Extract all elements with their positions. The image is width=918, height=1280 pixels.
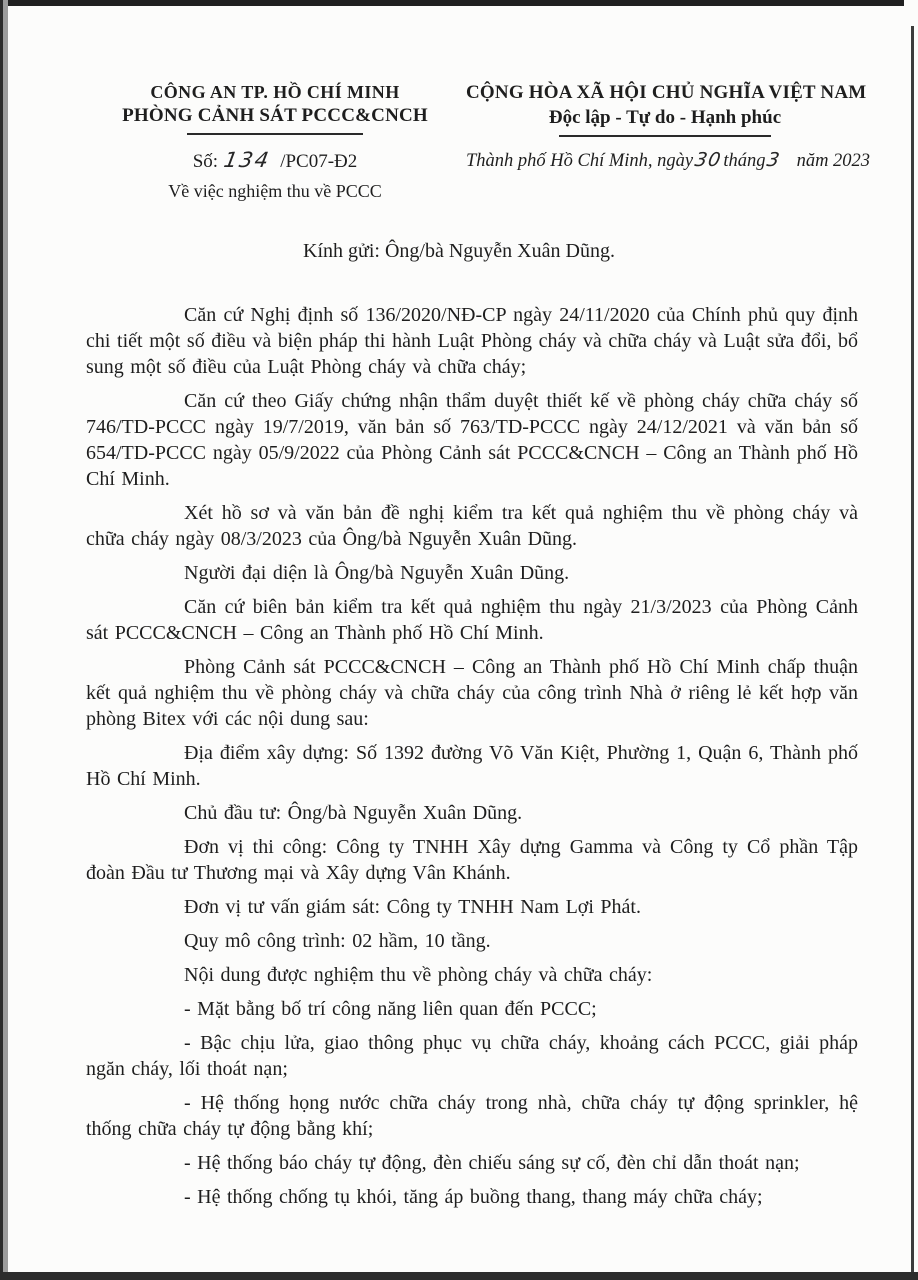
motto-underline [559, 135, 771, 137]
list-item-smoke-control: - Hệ thống chống tụ khói, tăng áp buồng thang, thang máy chữa cháy; [184, 1186, 763, 1208]
scan-edge-right [911, 26, 914, 1280]
salutation: Kính gửi: Ông/bà Nguyễn Xuân Dũng. [303, 240, 615, 262]
document-number-line [88, 150, 462, 173]
scan-edge-bottom [0, 1272, 918, 1280]
list-item-layout: - Mặt bằng bố trí công năng liên quan đến PCCC; [184, 998, 597, 1020]
list-item-hydrant-sprinkler: - Hệ thống họng nước chữa cháy trong nhà, chữa cháy tự động sprinkler, hệ thống chữa cháy tự động bằng khí; [86, 1092, 858, 1140]
agency-underline [187, 133, 363, 135]
paragraph-legal-basis-1: Căn cứ Nghị định số 136/2020/NĐ-CP ngày 24/11/2020 của Chính phủ quy định chi tiết một số điều và biện pháp thi hành Luật Phòng cháy và chữa cháy và Luật sửa đổi, bổ sung một số điều của Luật Phòng cháy và chữa cháy; [86, 304, 858, 378]
place-date-line [466, 149, 871, 172]
day-handwritten: 30 [693, 149, 724, 171]
national-motto: Độc lập - Tự do - Hạnh phúc [548, 107, 782, 128]
agency-name: PHÒNG CẢNH SÁT PCCC&CNCH [122, 105, 428, 126]
document-number-suffix: /PC07-Đ2 [280, 151, 358, 172]
document-number-handwritten: 134 [222, 148, 273, 172]
place-date-prefix: Thành phố Hồ Chí Minh, ngày [466, 151, 694, 171]
issuing-agency-block [88, 82, 462, 202]
paragraph-construction-site: Địa điểm xây dựng: Số 1392 đường Võ Văn Kiệt, Phường 1, Quận 6, Thành phố Hồ Chí Minh. [86, 742, 858, 790]
month-label: tháng [723, 151, 766, 171]
paragraph-supervision-consultant: Đơn vị tư vấn giám sát: Công ty TNHH Nam Lợi Phát. [184, 896, 641, 918]
paragraph-acceptance-contents-heading: Nội dung được nghiệm thu về phòng cháy và chữa cháy: [184, 964, 653, 986]
document-number-label: Số: [192, 151, 219, 172]
list-item-alarm-lighting: - Hệ thống báo cháy tự động, đèn chiếu sáng sự cố, đèn chỉ dẫn thoát nạn; [184, 1152, 800, 1174]
paragraph-inspection-record: Căn cứ biên bản kiểm tra kết quả nghiệm thu ngày 21/3/2023 của Phòng Cảnh sát PCCC&CNCH – Công an Thành phố Hồ Chí Minh. [86, 596, 858, 644]
list-item-fire-resistance: - Bậc chịu lửa, giao thông phục vụ chữa cháy, khoảng cách PCCC, giải pháp ngăn cháy, lối thoát nạn; [86, 1032, 858, 1080]
paragraph-legal-basis-2: Căn cứ theo Giấy chứng nhận thẩm duyệt thiết kế về phòng cháy chữa cháy số 746/TD-PCCC ngày 19/7/2019, văn bản số 763/TD-PCCC ngày 24/12/2021 và văn bản số 654/TD-PCCC ngày 05/9/2022 của Phòng Cảnh sát PCCC&CNCH – Công an Thành phố Hồ Chí Minh. [86, 390, 858, 490]
paragraph-dossier-review: Xét hồ sơ và văn bản đề nghị kiểm tra kết quả nghiệm thu về phòng cháy và chữa cháy ngày 08/3/2023 của Ông/bà Nguyễn Xuân Dũng. [86, 502, 858, 550]
national-motto-block [466, 82, 871, 172]
document-body [86, 302, 858, 1218]
paragraph-representative: Người đại diện là Ông/bà Nguyễn Xuân Dũng. [184, 562, 570, 584]
paragraph-approval: Phòng Cảnh sát PCCC&CNCH – Công an Thành phố Hồ Chí Minh chấp thuận kết quả nghiệm thu về phòng cháy và chữa cháy của công trình Nhà ở riêng lẻ kết hợp văn phòng Bitex với các nội dung sau: [86, 656, 858, 730]
paragraph-project-scale: Quy mô công trình: 02 hầm, 10 tầng. [184, 930, 491, 952]
agency-parent-name: CÔNG AN TP. HỒ CHÍ MINH [150, 82, 400, 102]
national-title: CỘNG HÒA XÃ HỘI CHỦ NGHĨA VIỆT NAM [466, 82, 867, 103]
scan-edge-top [6, 0, 904, 6]
scan-edge-left-shadow [3, 0, 8, 1280]
paragraph-investor: Chủ đầu tư: Ông/bà Nguyễn Xuân Dũng. [184, 802, 523, 824]
document-subject: Về việc nghiệm thu về PCCC [168, 181, 382, 201]
year-label: năm 2023 [796, 151, 871, 171]
paragraph-contractor: Đơn vị thi công: Công ty TNHH Xây dựng Gamma và Công ty Cổ phần Tập đoàn Đầu tư Thương mại và Xây dựng Vân Khánh. [86, 836, 858, 884]
month-handwritten: 3 [765, 149, 783, 171]
